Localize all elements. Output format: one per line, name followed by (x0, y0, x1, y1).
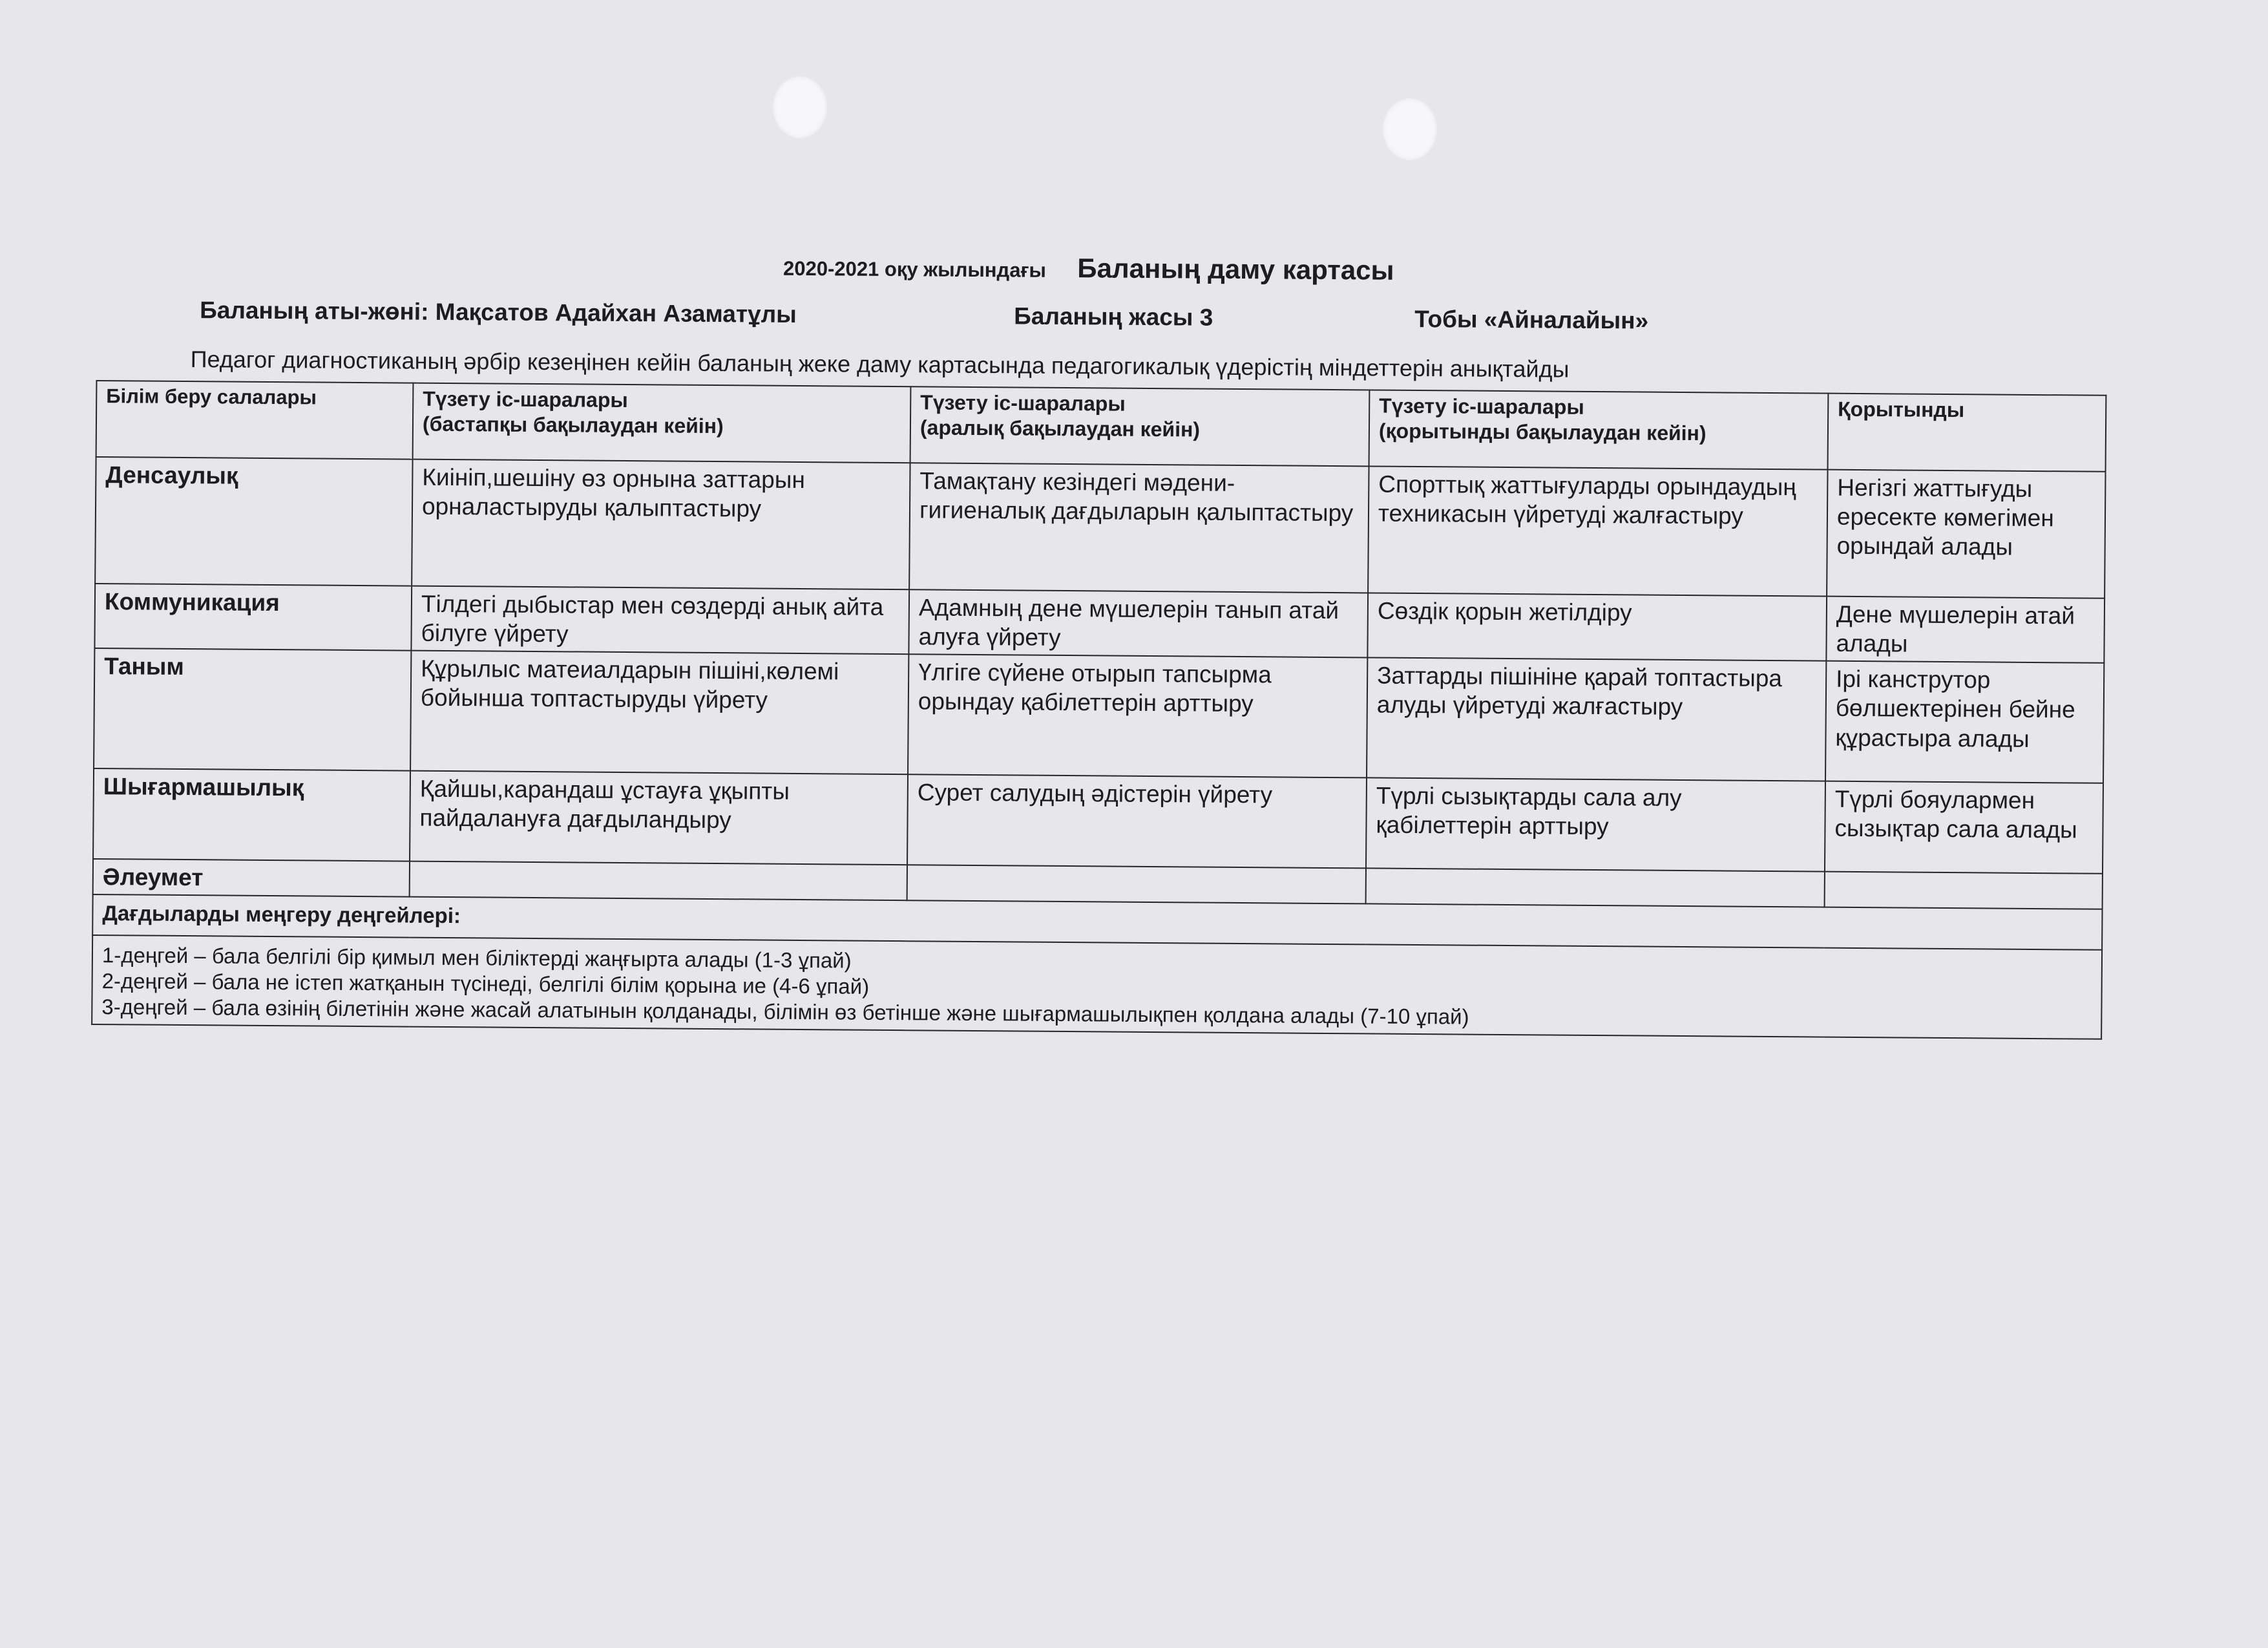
initial-cell: Киініп,шешіну өз орнына заттарын орналастыруды қалыптастыру (412, 460, 910, 590)
level-3-text: 3-деңгей – бала өзінің білетінін және жасай алатынын қолданады, білімін өз бетінше және шығармашылықпен қолдана алады (7-10 ұпай) (101, 995, 1469, 1029)
result-cell: Ірі канструтор бөлшектерінен бейне құрастыра алады (1825, 661, 2104, 783)
initial-cell: Тілдегі дыбыстар мен сөздерді анық айта білуге үйрету (411, 586, 909, 655)
initial-cell (410, 861, 907, 901)
header-result: Қорытынды (1828, 394, 2106, 472)
table-header-row (96, 381, 2106, 472)
area-cell: Шығармашылық (93, 768, 410, 861)
final-cell (1366, 869, 1825, 907)
initial-cell: Құрылыс матеиалдарын пішіні,көлемі бойынша топтастыруды үйрету (410, 651, 908, 775)
result-cell: Дене мүшелерін атай алады (1826, 597, 2105, 663)
punch-hole-left (773, 76, 827, 138)
table-row (94, 648, 2104, 783)
final-cell: Сөздік қорын жетілдіру (1367, 593, 1827, 660)
intermediate-cell (907, 865, 1366, 903)
header-final: Түзету іс-шаралары (қорытынды бақылаудан кейін) (1369, 390, 1829, 469)
area-cell: Коммуникация (94, 584, 412, 651)
document-title-line (71, 246, 2106, 291)
level-2-text: 2-деңгей – бала не істеп жатқанын түсінеді, белгілі білім қорына ие (4-6 ұпай) (101, 968, 870, 998)
final-cell: Түрлі сызықтарды сала алу қабілеттерін арттыру (1366, 778, 1825, 872)
school-year: 2020-2021 оқу жылындағы (782, 257, 1047, 282)
intermediate-cell: Адамның дене мүшелерін танып атай алуға үйрету (908, 589, 1368, 657)
result-cell: Түрлі бояулармен сызықтар сала алады (1825, 781, 2103, 874)
result-cell: Негізгі жаттығуды ересекте көмегімен орындай алады (1827, 470, 2105, 598)
intro-text: Педагог диагностиканың әрбір кезеңінен кейін баланың жеке даму картасында педагогикалық үдерістің міндеттерін анықтайды (190, 346, 1570, 383)
initial-cell: Қайшы,карандаш ұстауға ұқыпты пайдалануға дағдыландыру (410, 771, 908, 865)
area-cell: Әлеумет (93, 859, 410, 897)
area-cell: Таным (94, 648, 411, 771)
levels-title: Дағдыларды меңгеру деңгейлері: (92, 894, 2102, 949)
document-sheet (91, 246, 2106, 1040)
level-1-text: 1-деңгей – бала белгілі бір қимыл мен біліктерді жаңғырта алады (1-3 ұпай) (101, 942, 852, 973)
child-group: Тобы «Айналайын» (1414, 305, 1649, 334)
intermediate-cell: Тамақтану кезіндегі мәдени-гигиеналық дағдыларын қалыптастыру (909, 463, 1369, 593)
final-cell: Спорттық жаттығуларды орындаудың техникасын үйретуді жалғастыру (1368, 466, 1827, 596)
levels-list-row (92, 935, 2102, 1040)
final-cell: Заттарды пішініне қарай топтастыра алуды үйретуді жалғастыру (1367, 658, 1826, 781)
child-age: Баланың жасы 3 (1014, 302, 1213, 331)
header-areas: Білім беру салалары (96, 381, 414, 460)
result-cell (1825, 872, 2103, 909)
header-initial: Түзету іс-шаралары (бастапқы бақылаудан кейін) (413, 383, 911, 463)
area-cell: Денсаулық (95, 457, 412, 586)
table-row (95, 457, 2105, 598)
intermediate-cell: Үлгіге сүйене отырып тапсырма орындау қабілеттерін арттыру (908, 654, 1367, 777)
punch-hole-right (1383, 98, 1437, 160)
levels-list (92, 935, 2102, 1040)
page-title: Баланың даму картасы (1077, 253, 1394, 286)
table-row (93, 768, 2103, 874)
child-name: Баланың аты-жөні: Мақсатов Адайхан Азаматұлы (200, 297, 797, 328)
intermediate-cell: Сурет салудың әдістерін үйрету (907, 774, 1367, 868)
header-intermediate: Түзету іс-шаралары (аралық бақылаудан кейін) (910, 386, 1370, 466)
development-table (91, 380, 2106, 1040)
